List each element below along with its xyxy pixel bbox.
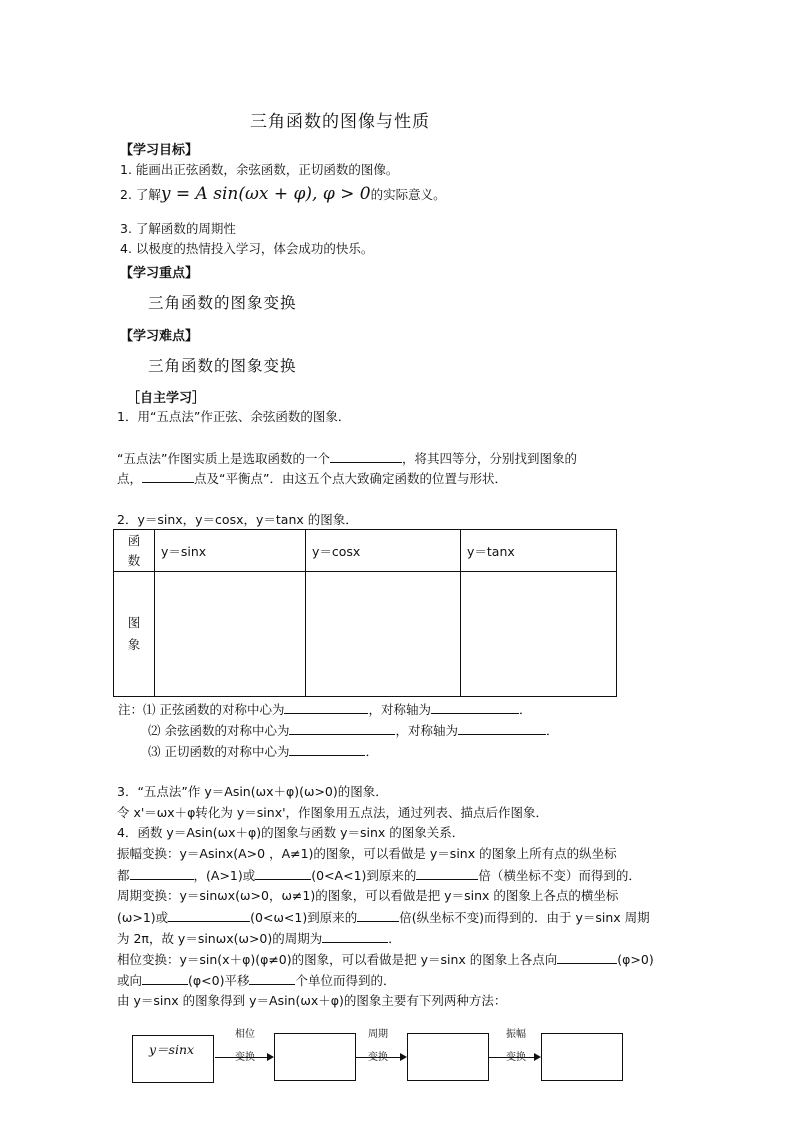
q1-line-2 — [117, 470, 507, 486]
function-graph-table — [113, 529, 617, 697]
goal-item-3: 3. 了解函数的周期性 — [120, 221, 236, 236]
note-1 — [118, 701, 532, 717]
q1-text-1b: ，将其四等分，分别找到图象的 — [401, 451, 577, 466]
phase-text-1b: (φ>0) — [617, 952, 654, 967]
difficulty-text: 三角函数的图象变换 — [148, 357, 297, 375]
note-1-blank-center[interactable] — [284, 701, 368, 714]
goal-item-4: 4. 以极度的热情投入学习，体会成功的快乐。 — [120, 241, 374, 256]
q3-text: 令 x'＝ωx＋φ转化为 y＝sinx'，作图象用五点法，通过列表、描点后作图象． — [117, 805, 549, 820]
flow-step2-top: 周期 — [368, 1029, 388, 1040]
flow-box-4[interactable] — [541, 1033, 623, 1081]
amp-text-2d: 倍（横坐标不变）而得到的． — [478, 868, 641, 883]
note-2-blank-center[interactable] — [289, 722, 395, 735]
q1-blank-1[interactable] — [330, 450, 402, 463]
flow-arrowhead-1 — [267, 1053, 274, 1061]
goals-heading: 【学习目标】 — [120, 143, 199, 158]
phase-blank-2[interactable] — [142, 972, 188, 985]
flow-box-3[interactable] — [407, 1033, 489, 1081]
period-line-2 — [117, 909, 650, 925]
phase-text-2c: 个单位而得到的． — [295, 973, 396, 988]
q1-label: 1．用“五点法”作正弦、余弦函数的图象． — [117, 409, 351, 424]
table-head-sin: y＝sinx — [155, 530, 306, 572]
difficulty-heading: 【学习难点】 — [120, 329, 199, 344]
q1-text-2a: 点， — [117, 471, 143, 486]
note-2-blank-axis[interactable] — [458, 722, 546, 735]
note-2 — [148, 722, 559, 738]
table-row-char-1: 图 — [127, 615, 141, 630]
flow-arrow-2 — [356, 1057, 400, 1058]
q3-label: 3．“五点法”作 y＝Asin(ωx＋φ)(ω>0)的图象． — [117, 784, 388, 799]
note-3-end: ． — [365, 744, 378, 759]
table-row-char-2: 象 — [127, 637, 141, 652]
flow-arrowhead-3 — [534, 1053, 541, 1061]
phase-blank-3[interactable] — [249, 972, 295, 985]
note-3-blank-center[interactable] — [289, 743, 365, 756]
q1-line-1 — [117, 450, 577, 466]
period-text-2c: 倍(纵坐标不变)而得到的．由于 y＝sinx 周期 — [399, 910, 650, 925]
q1-text-2b: 点及“平衡点”．由这五个点大致确定函数的位置与形状． — [194, 471, 507, 486]
tan-graph-cell[interactable] — [461, 572, 617, 697]
phase-line-1 — [117, 951, 654, 967]
flow-arrow-3 — [489, 1057, 534, 1058]
flow-step1-bottom: 变换 — [235, 1052, 255, 1063]
flow-box-start — [132, 1035, 214, 1083]
page-title: 三角函数的图像与性质 — [250, 112, 430, 132]
table-head-cos: y＝cosx — [306, 530, 461, 572]
self-study-heading: ［自主学习］ — [127, 391, 206, 406]
note-2-mid: ，对称轴为 — [395, 723, 458, 738]
period-blank-3[interactable] — [322, 930, 388, 943]
cos-graph-cell[interactable] — [306, 572, 461, 697]
flow-box-2[interactable] — [274, 1033, 356, 1081]
amp-blank-3[interactable] — [416, 867, 478, 880]
note-2-end: ． — [546, 723, 559, 738]
q2-label: 2．y＝sinx，y＝cosx，y＝tanx 的图象． — [117, 512, 358, 527]
goal-item-1: 1. 能画出正弦函数，余弦函数，正切函数的图像。 — [120, 162, 399, 177]
amp-text-2c: (0<A<1)到原来的 — [311, 868, 417, 883]
amp-text-2b: ，(A>1)或 — [193, 868, 256, 883]
goal-item-2-prefix: 2. 了解 — [120, 187, 161, 202]
flow-step2-bottom: 变换 — [368, 1052, 388, 1063]
period-blank-2[interactable] — [357, 909, 399, 922]
period-blank-1[interactable] — [168, 909, 250, 922]
note-1-prefix: 注：⑴ 正弦函数的对称中心为 — [118, 702, 285, 717]
methods-text: 由 y＝sinx 的图象得到 y＝Asin(ωx＋φ)的图象主要有下列两种方法： — [117, 993, 507, 1008]
note-1-end: ． — [519, 702, 532, 717]
phase-line-2 — [117, 972, 395, 988]
goal-item-2-suffix: 的实际意义。 — [370, 187, 446, 202]
period-line-3 — [117, 930, 401, 946]
q1-text-1a: “五点法”作图实质上是选取函数的一个 — [117, 451, 330, 466]
amp-line-1: 振幅变换：y＝Asinx(A>0 ，A≠1)的图象，可以看做是 y＝sinx 的图象上所有点的纵坐标 — [117, 846, 617, 861]
phase-text-2b: (φ<0)平移 — [188, 973, 250, 988]
goal-item-2 — [120, 184, 446, 204]
phase-blank-1[interactable] — [557, 951, 617, 964]
flow-arrowhead-2 — [400, 1053, 407, 1061]
amp-blank-1[interactable] — [130, 867, 194, 880]
table-head-function — [114, 530, 155, 572]
flow-step1-top: 相位 — [235, 1029, 255, 1040]
period-line-1: 周期变换：y＝sinωx(ω>0，ω≠1)的图象，可以看做是把 y＝sinx 的图象上各点的横坐标 — [117, 888, 619, 903]
key-point-text: 三角函数的图象变换 — [148, 294, 297, 312]
note-1-mid: ，对称轴为 — [368, 702, 431, 717]
period-text-3b: ． — [388, 931, 401, 946]
note-3-prefix: ⑶ 正切函数的对称中心为 — [148, 744, 290, 759]
flow-arrow-1 — [215, 1057, 267, 1058]
note-2-prefix: ⑵ 余弦函数的对称中心为 — [148, 723, 290, 738]
phase-text-2a: 或向 — [117, 973, 143, 988]
amp-text-2a: 都 — [117, 868, 130, 883]
goal-item-2-formula: y = A sin(ωx + φ), φ > 0 — [160, 184, 371, 204]
note-3 — [148, 743, 378, 759]
sin-graph-cell[interactable] — [155, 572, 306, 697]
flow-step3-top: 振幅 — [506, 1029, 526, 1040]
table-head-char-2: 数 — [127, 552, 141, 568]
period-text-3a: 为 2π，故 y＝sinωx(ω>0)的周期为 — [117, 931, 323, 946]
table-head-tan: y＝tanx — [461, 530, 617, 572]
q1-blank-2[interactable] — [142, 470, 194, 483]
flow-start-label: y＝sinx — [149, 1042, 195, 1057]
period-text-2a: (ω>1)或 — [117, 910, 169, 925]
note-1-blank-axis[interactable] — [431, 701, 519, 714]
table-row-label — [114, 572, 155, 697]
phase-text-1a: 相位变换：y＝sin(x＋φ)(φ≠0)的图象，可以看做是把 y＝sinx 的图象上各点向 — [117, 952, 558, 967]
q4-label: 4．函数 y＝Asin(ωx＋φ)的图象与函数 y＝sinx 的图象关系． — [117, 825, 465, 840]
table-head-char-1: 函 — [127, 532, 141, 548]
period-text-2b: (0<ω<1)到原来的 — [250, 910, 358, 925]
amp-blank-2[interactable] — [255, 867, 311, 880]
amp-line-2 — [117, 867, 641, 883]
flow-step3-bottom: 变换 — [506, 1052, 526, 1063]
key-point-heading: 【学习重点】 — [120, 266, 199, 281]
